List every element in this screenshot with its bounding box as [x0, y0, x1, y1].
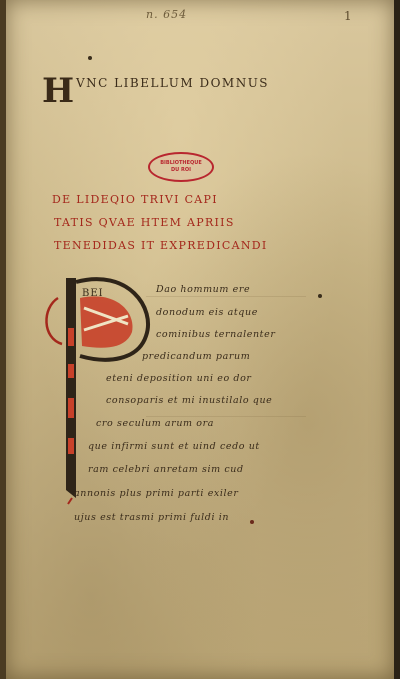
text-line: predicandum parum — [142, 351, 251, 362]
text-line: donodum eis atque — [156, 307, 258, 318]
ink-dot — [88, 56, 92, 60]
initial-stem-band — [68, 364, 74, 378]
folio-number: 1 — [344, 9, 352, 23]
rubric-line: TATIS QVAE HTEM APRIIS — [54, 216, 235, 229]
text-line: annonis plus primi parti exiler — [74, 488, 239, 499]
binding-edge-right — [394, 0, 400, 679]
rubric-line: DE LIDEQIO TRIVI CAPI — [52, 193, 218, 206]
text-line: que infirmi sunt et uind cedo ut — [88, 441, 260, 452]
shelfmark: n. 654 — [146, 8, 188, 21]
initial-stem — [66, 278, 76, 498]
text-line: ujus est trasmi primi fuldi in — [74, 512, 230, 523]
stamp-line-2: DU ROI — [171, 167, 191, 173]
text-line: consoparis et mi inustilalo que — [106, 395, 273, 406]
text-line: cro seculum arum ora — [96, 418, 214, 429]
text-line: ram celebri anretam sim cud — [88, 464, 244, 475]
initial-stem-band — [68, 328, 74, 346]
initial-stem-band — [68, 438, 74, 454]
title-initial: H — [42, 71, 75, 111]
initial-tail — [68, 498, 72, 504]
text-line: eteni deposition uni eo dor — [106, 373, 252, 384]
ink-dot — [250, 520, 254, 524]
first-line-text: BEI — [82, 288, 104, 299]
library-stamp — [148, 152, 214, 182]
text-line: Dao hommum ere — [156, 284, 251, 295]
initial-flourish — [46, 298, 62, 344]
stamp-line-1: BIBLIOTHEQUE — [160, 160, 202, 166]
text-line: cominibus ternalenter — [156, 329, 276, 340]
initial-stem-band — [68, 398, 74, 418]
rubric-line: TENEDIDAS IT EXPREDICANDI — [54, 239, 268, 252]
ruling-line — [146, 296, 306, 297]
manuscript-folio — [6, 0, 394, 679]
ruling-line — [146, 416, 306, 417]
binding-edge-left — [0, 0, 6, 679]
ink-dot — [318, 294, 322, 298]
title-text: VNC LIBELLUM DOMNUS — [76, 76, 270, 90]
